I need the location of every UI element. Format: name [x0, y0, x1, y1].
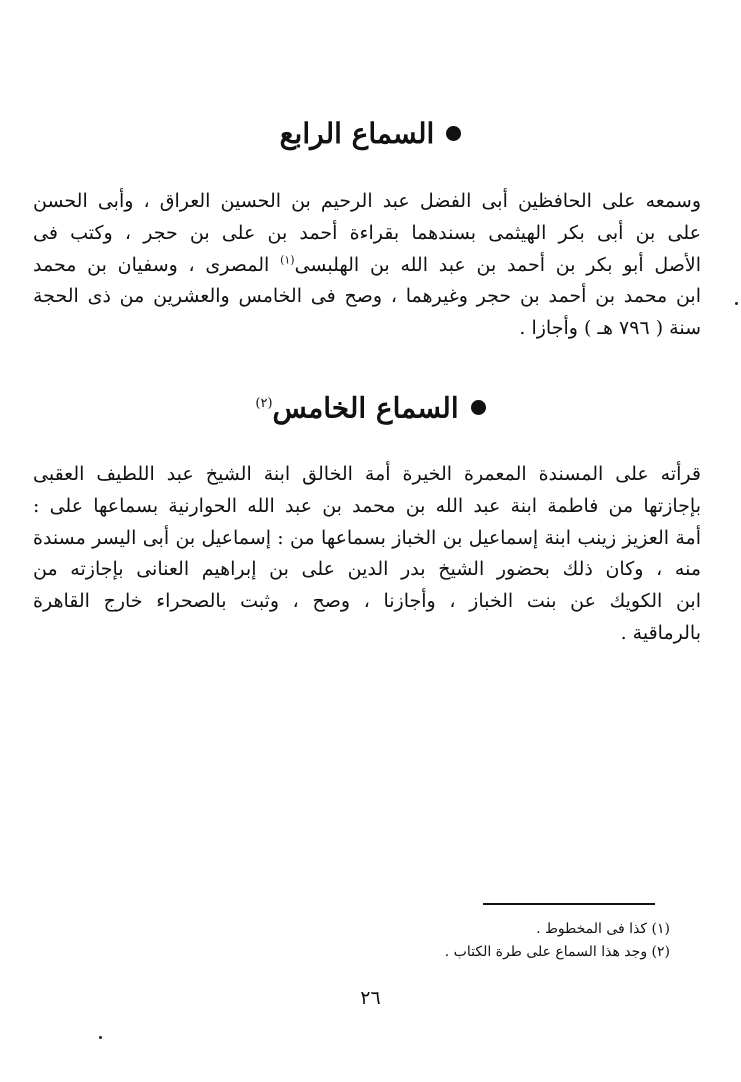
text-line: منه ، وكان ذلك بحضور الشيخ بدر الدين على بن إبراهيم العنانى بإجازته من [33, 558, 701, 581]
margin-mark [99, 1036, 102, 1039]
text-segment: الأصل أبو بكر بن أحمد بن عبد الله بن الهلبسى [294, 253, 701, 276]
text-line [33, 250, 701, 282]
footnotes [270, 918, 670, 964]
text-line: على بن أبى بكر الهيثمى بسندهما بقراءة أحمد بن على بن حجر ، وكتب فى [33, 221, 701, 244]
text-line: بالرماقية . [620, 621, 701, 644]
heading-text: السماع الخامس [272, 391, 459, 425]
bullet-icon [471, 400, 486, 415]
section-heading-fourth [0, 114, 741, 154]
paragraph-fifth-hearing [33, 459, 701, 650]
footnote-ref-2: (٢) [255, 396, 273, 411]
footnote-1: (١) كذا فى المخطوط . [536, 921, 670, 937]
paragraph-fourth-hearing [33, 186, 701, 345]
text-line: قرأته على المسندة المعمرة الخيرة أمة الخالق ابنة الشيخ عبد اللطيف العقبى [33, 463, 701, 485]
page-number: ٢٦ [360, 987, 381, 1009]
footnote-2: (٢) وجد هذا السماع على طرة الكتاب . [444, 944, 670, 960]
text-line: ابن محمد بن أحمد بن حجر وغيرهما ، وصح فى الخامس والعشرين من ذى الحجة [33, 285, 701, 308]
text-line: ابن الكويك عن بنت الخباز ، وأجازنا ، وصح ، وثبت بالصحراء خارج القاهرة [33, 590, 701, 613]
text-line: أمة العزيز زينب ابنة إسماعيل بن الخباز بسماعها من : إسماعيل بن أبى اليسر مسندة [33, 526, 701, 549]
text-line: سنة ( ٧٩٦ هـ ) وأجازا . [519, 317, 701, 340]
bullet-icon [446, 126, 461, 141]
footnote-ref-1: (١) [280, 253, 295, 267]
section-heading-fifth [0, 384, 741, 428]
margin-mark [735, 302, 738, 305]
footnote-divider [483, 903, 655, 905]
text-line: بإجازتها من فاطمة ابنة عبد الله بن محمد بن عبد الله الحوارنية بسماعها على : [33, 494, 701, 517]
heading-text: السماع الرابع [279, 117, 435, 150]
text-segment: المصرى ، وسفيان بن محمد [33, 253, 270, 276]
text-line: وسمعه على الحافظين أبى الفضل عبد الرحيم بن الحسين العراق ، وأبى الحسن [33, 190, 701, 212]
